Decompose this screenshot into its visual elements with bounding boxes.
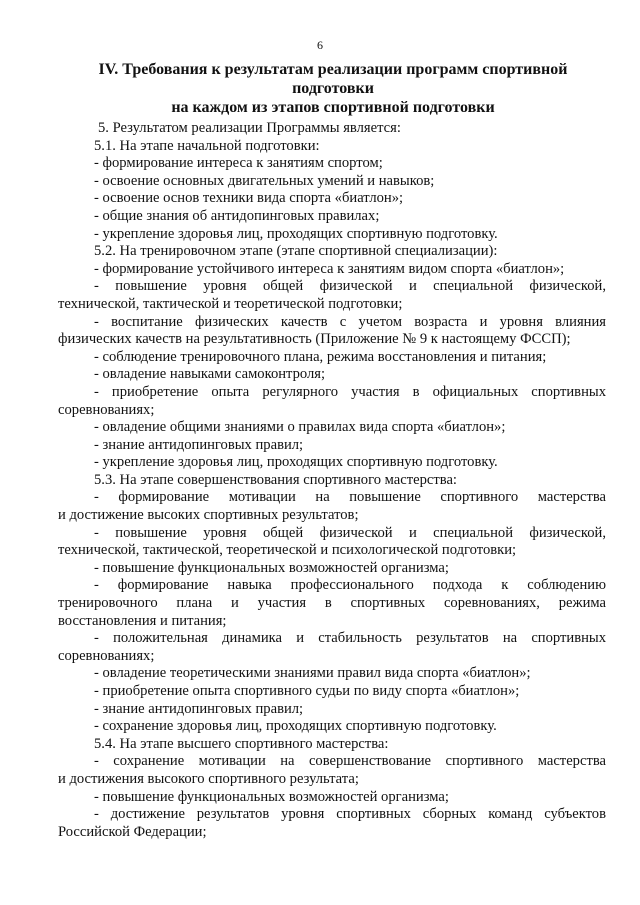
subsection-heading: 5.3. На этапе совершенствования спортивного мастерства:: [94, 471, 457, 488]
list-item: - формирование навыка профессионального подхода к соблюдению: [94, 577, 606, 594]
list-item: - повышение функциональных возможностей организма;: [94, 788, 449, 805]
list-item: - сохранение мотивации на совершенствование спортивного мастерства: [94, 753, 606, 770]
list-item-continuation: тренировочного плана и участия в спортивных соревнованиях, режима: [58, 595, 606, 612]
section-heading-line-1: IV. Требования к результатам реализации программ спортивной подготовки: [98, 61, 568, 97]
list-item: - укрепление здоровья лиц, проходящих спортивную подготовку.: [94, 454, 498, 471]
document-body: [58, 120, 606, 841]
section-heading: [58, 60, 608, 117]
list-item: - овладение теоретическими знаниями правил вида спорта «биатлон»;: [94, 665, 531, 682]
list-item: - повышение уровня общей физической и специальной физической,: [94, 524, 606, 541]
list-item: - овладение общими знаниями о правилах вида спорта «биатлон»;: [94, 419, 506, 436]
list-item-continuation: соревнованиях;: [58, 647, 155, 664]
list-item: - сохранение здоровья лиц, проходящих спортивную подготовку.: [94, 718, 497, 735]
list-item: - приобретение опыта регулярного участия в официальных спортивных: [94, 383, 606, 400]
list-item: - положительная динамика и стабильность результатов на спортивных: [94, 630, 606, 647]
list-item: - формирование интереса к занятиям спортом;: [94, 155, 383, 172]
subsection-heading: 5.1. На этапе начальной подготовки:: [94, 137, 320, 154]
list-item: - воспитание физических качеств с учетом возраста и уровня влияния: [94, 313, 606, 330]
list-item-continuation: и достижение высоких спортивных результатов;: [58, 507, 359, 524]
list-item: - овладение навыками самоконтроля;: [94, 366, 326, 383]
subsection-heading: 5.2. На тренировочном этапе (этапе спортивной специализации):: [94, 243, 498, 260]
list-item: - формирование устойчивого интереса к занятиям видом спорта «биатлон»;: [94, 260, 565, 277]
subsection-heading: 5.4. На этапе высшего спортивного мастерства:: [94, 735, 389, 752]
list-item: - соблюдение тренировочного плана, режима восстановления и питания;: [94, 348, 547, 365]
list-item-continuation: физических качеств на результативность (Приложение № 9 к настоящему ФССП);: [58, 331, 571, 348]
page-number: 6: [317, 38, 323, 52]
list-item: - приобретение опыта спортивного судьи по виду спорта «биатлон»;: [94, 683, 520, 699]
list-item-continuation: соревнованиях;: [58, 401, 155, 418]
list-item: - знание антидопинговых правил;: [94, 700, 304, 717]
list-item: - освоение основных двигательных умений и навыков;: [94, 172, 435, 189]
list-item: - повышение функциональных возможностей организма;: [94, 559, 449, 576]
section-heading-line-2: на каждом из этапов спортивной подготовки: [171, 99, 495, 116]
list-item-continuation: восстановления и питания;: [58, 612, 227, 629]
list-item-continuation: технической, тактической, теоретической и психологической подготовки;: [58, 542, 517, 559]
paragraph-line: 5. Результатом реализации Программы является:: [98, 120, 401, 136]
list-item: - укрепление здоровья лиц, проходящих спортивную подготовку.: [94, 225, 498, 242]
list-item: - повышение уровня общей физической и специальной физической,: [94, 278, 606, 295]
list-item-continuation: Российской Федерации;: [58, 823, 207, 840]
list-item: - формирование мотивации на повышение спортивного мастерства: [94, 489, 606, 506]
list-item-continuation: технической, тактической и теоретической подготовки;: [58, 295, 403, 312]
list-item: - общие знания об антидопинговых правилах;: [94, 207, 380, 224]
list-item: - достижение результатов уровня спортивных сборных команд субъектов: [94, 806, 606, 823]
list-item: - знание антидопинговых правил;: [94, 436, 304, 453]
list-item-continuation: и достижения высокого спортивного результата;: [58, 770, 359, 787]
list-item: - освоение основ техники вида спорта «биатлон»;: [94, 190, 404, 207]
